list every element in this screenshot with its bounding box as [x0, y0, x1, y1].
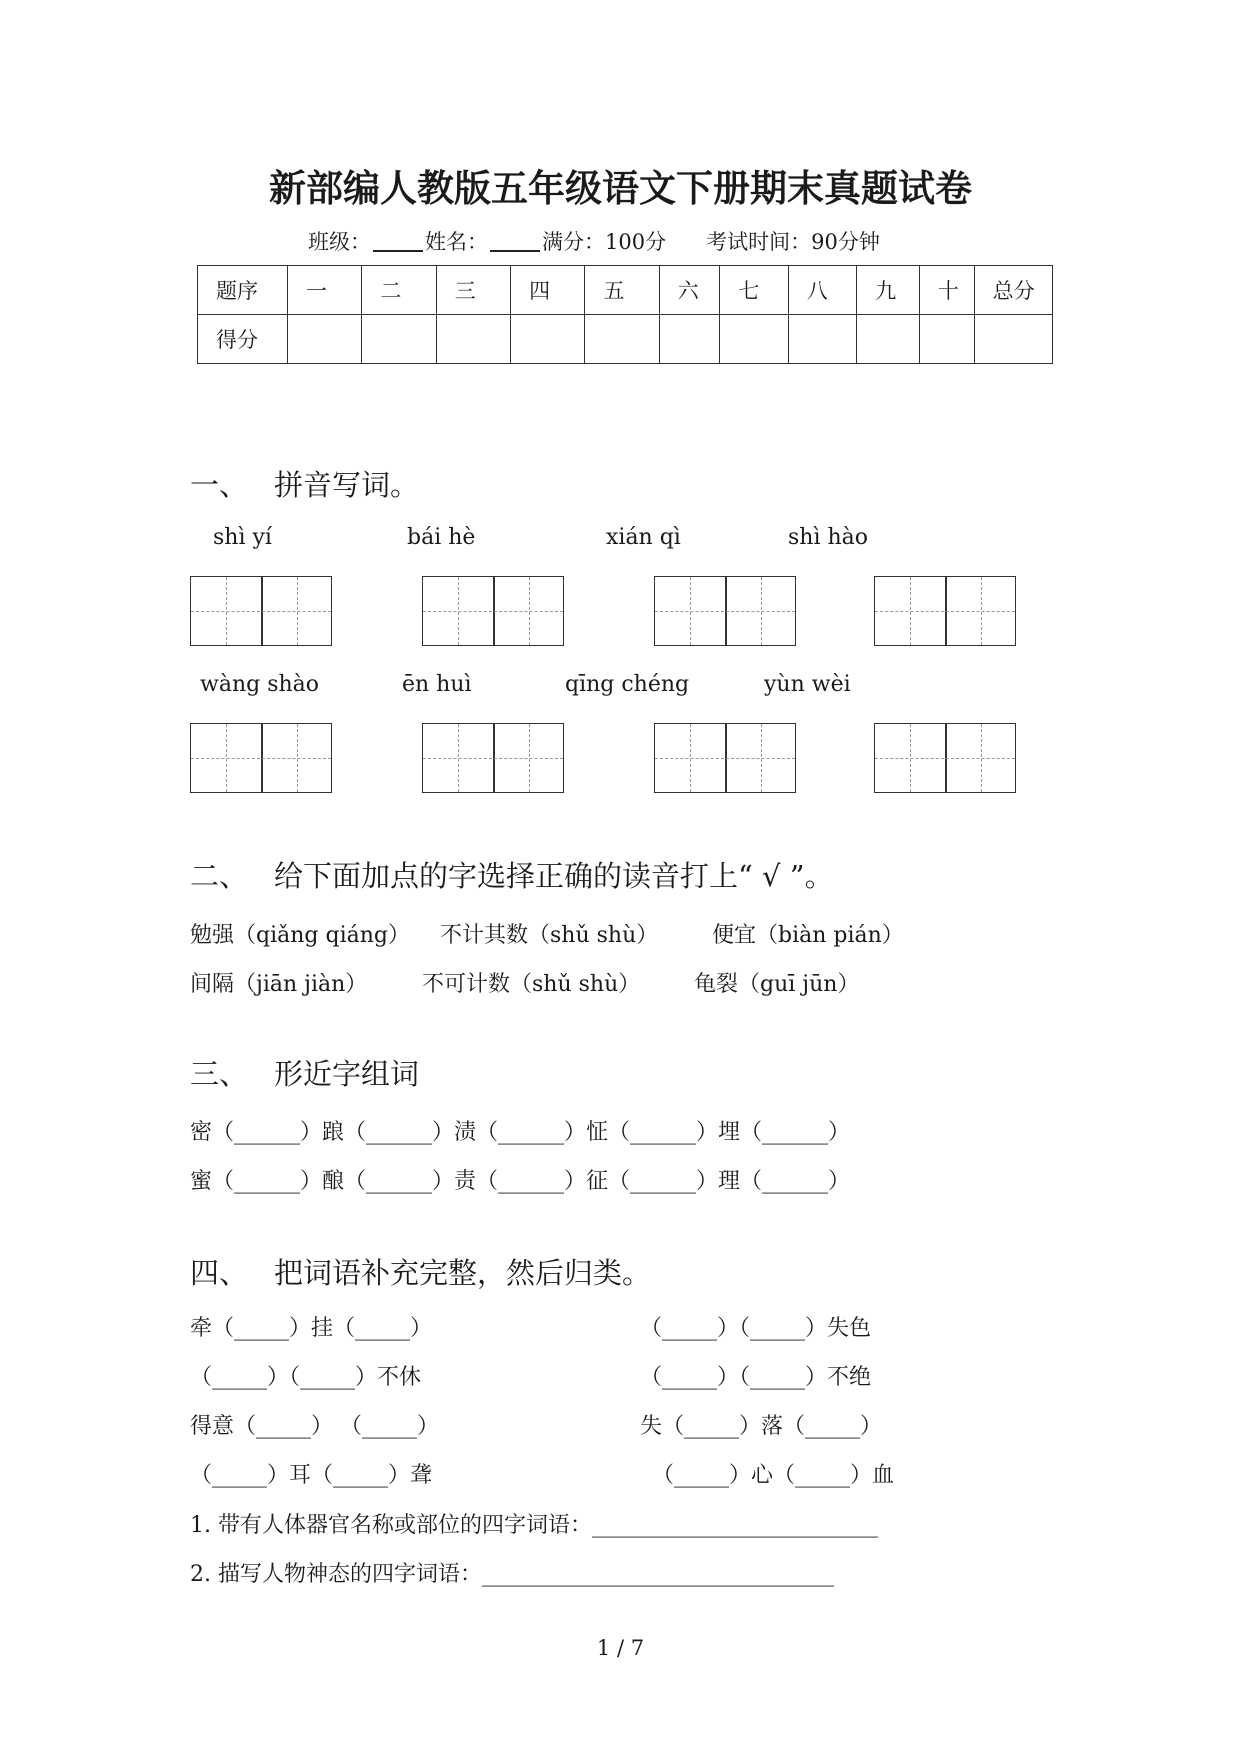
score-header-cell: 题序: [198, 266, 288, 315]
score-header-cell: 七: [720, 266, 788, 315]
pinyin-label: shì hào: [788, 525, 869, 550]
score-cell[interactable]: [362, 315, 436, 364]
section-number: 四、: [190, 1256, 249, 1290]
score-header-cell: 十: [919, 266, 974, 315]
writing-grid-box[interactable]: [654, 723, 796, 793]
idiom-fill[interactable]: （_____）（_____）不绝: [640, 1365, 872, 1390]
score-cell[interactable]: [857, 315, 920, 364]
class-label: 班级：: [308, 230, 371, 254]
section-3-heading: [190, 1052, 419, 1093]
writing-grid-box[interactable]: [190, 723, 332, 793]
score-cell[interactable]: [659, 315, 720, 364]
class-blank[interactable]: [373, 230, 423, 252]
score-header-cell: 四: [511, 266, 585, 315]
idiom-fill[interactable]: 得意（_____） （_____）: [190, 1414, 439, 1439]
reading-choice[interactable]: 龟裂（guī jūn）: [694, 972, 860, 997]
exam-time: 考试时间：90分钟: [706, 230, 880, 254]
word-group-line[interactable]: 密（______）踉（______）渍（______）怔（______）埋（______）: [190, 1120, 851, 1145]
section-4-heading: [190, 1251, 651, 1292]
writing-grid-box[interactable]: [654, 576, 796, 646]
section-number: 三、: [190, 1057, 249, 1091]
idiom-fill[interactable]: 失（_____）落（_____）: [640, 1414, 883, 1439]
section-title: 给下面加点的字选择正确的读音打上“ √ ”。: [274, 859, 834, 893]
section-number: 一、: [190, 468, 249, 502]
full-score: 满分：100分: [542, 230, 667, 254]
score-header-cell: 五: [585, 266, 659, 315]
score-cell[interactable]: [585, 315, 659, 364]
section-2-heading: [190, 854, 834, 895]
pinyin-label: shì yí: [213, 525, 272, 550]
name-blank[interactable]: [490, 230, 540, 252]
score-header-cell: 六: [659, 266, 720, 315]
score-cell[interactable]: [511, 315, 585, 364]
idiom-fill[interactable]: （_____）（_____）不休: [190, 1365, 422, 1390]
score-cell[interactable]: [919, 315, 974, 364]
score-cell[interactable]: [720, 315, 788, 364]
writing-grid-box[interactable]: [422, 576, 564, 646]
reading-choice[interactable]: 不可计数（shǔ shù）: [422, 972, 641, 997]
pinyin-label: xián qì: [606, 525, 681, 550]
pinyin-label: bái hè: [407, 525, 476, 550]
writing-grid-box[interactable]: [190, 576, 332, 646]
writing-grid-box[interactable]: [874, 723, 1016, 793]
classify-question-1[interactable]: 1. 带有人体器官名称或部位的四字词语：__________________________: [190, 1513, 878, 1538]
writing-grid-box[interactable]: [874, 576, 1016, 646]
idiom-fill[interactable]: 牵（_____）挂（_____）: [190, 1316, 433, 1341]
reading-choice[interactable]: 便宜（biàn pián）: [712, 923, 904, 948]
score-header-cell: 二: [362, 266, 436, 315]
score-header-cell: 三: [436, 266, 510, 315]
score-cell[interactable]: [288, 315, 362, 364]
reading-choice[interactable]: 不计其数（shǔ shù）: [440, 923, 659, 948]
pinyin-label: qīng chéng: [565, 672, 690, 697]
section-title: 形近字组词: [274, 1057, 420, 1091]
score-header-cell: 八: [788, 266, 856, 315]
score-header-cell: 九: [857, 266, 920, 315]
idiom-fill[interactable]: （_____）（_____）失色: [640, 1316, 872, 1341]
name-label: 姓名：: [425, 230, 488, 254]
page-title: 新部编人教版五年级语文下册期末真题试卷: [269, 166, 972, 210]
score-header-cell: 一: [288, 266, 362, 315]
section-1-heading: [190, 463, 419, 504]
score-header-cell: 总分: [974, 266, 1052, 315]
classify-question-2[interactable]: 2. 描写人物神态的四字词语：________________________________: [190, 1562, 834, 1587]
score-table-score-row: [198, 315, 1053, 364]
reading-choice[interactable]: 间隔（jiān jiàn）: [190, 972, 368, 997]
score-row-label: 得分: [198, 315, 288, 364]
score-cell[interactable]: [436, 315, 510, 364]
word-group-line[interactable]: 蜜（______）酿（______）责（______）征（______）理（______）: [190, 1169, 851, 1194]
page-number: 1 / 7: [596, 1636, 645, 1660]
score-table: [197, 265, 1053, 364]
section-title: 把词语补充完整，然后归类。: [274, 1256, 652, 1290]
pinyin-label: yùn wèi: [764, 672, 851, 697]
idiom-fill[interactable]: （_____）心（_____）血: [652, 1463, 895, 1488]
idiom-fill[interactable]: （_____）耳（_____）聋: [190, 1463, 433, 1488]
exam-info: [308, 226, 880, 256]
pinyin-label: ēn huì: [402, 672, 472, 697]
score-cell[interactable]: [974, 315, 1052, 364]
score-cell[interactable]: [788, 315, 856, 364]
score-table-header-row: [198, 266, 1053, 315]
section-number: 二、: [190, 859, 249, 893]
writing-grid-box[interactable]: [422, 723, 564, 793]
section-title: 拼音写词。: [274, 468, 420, 502]
pinyin-label: wàng shào: [200, 672, 320, 697]
reading-choice[interactable]: 勉强（qiǎng qiáng）: [190, 923, 410, 948]
